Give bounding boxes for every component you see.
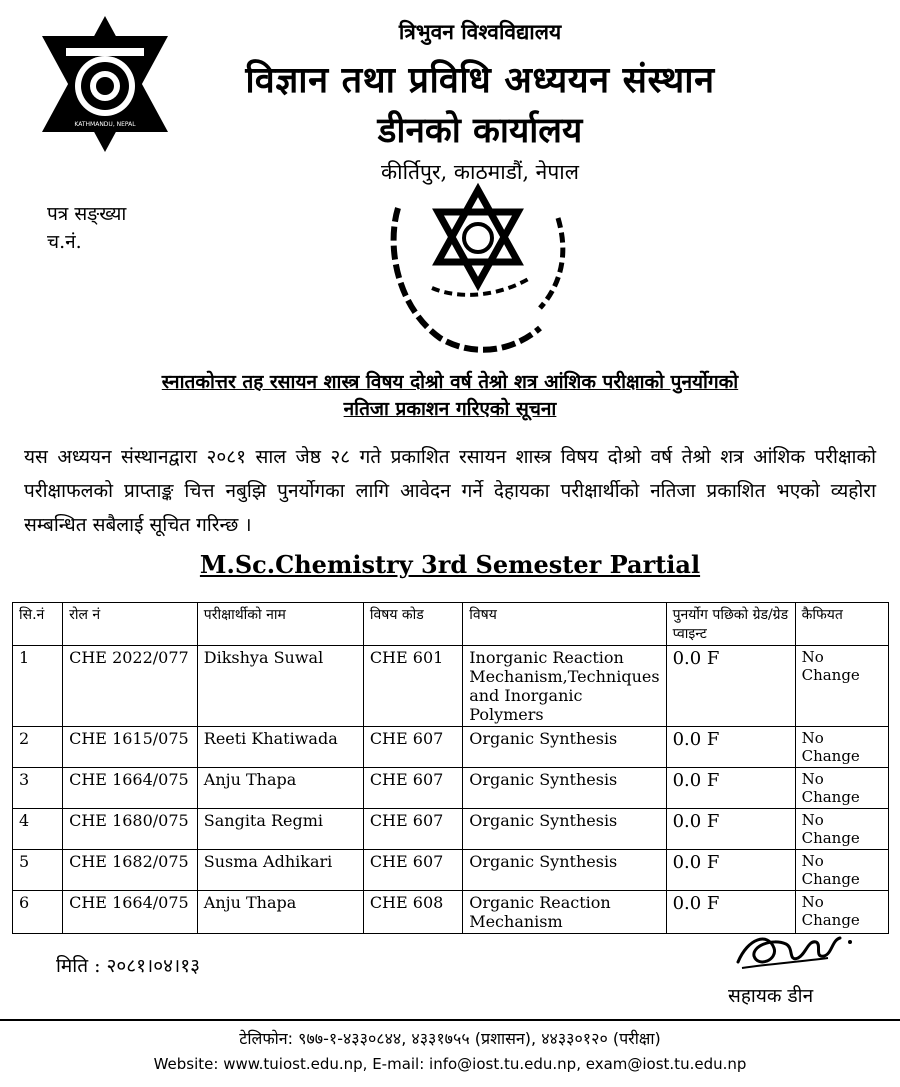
cell-serial: 1 [13,646,63,727]
cell-serial: 2 [13,727,63,768]
cell-grade: 0.0 F [666,646,795,727]
cell-code: CHE 608 [363,891,462,934]
cell-grade: 0.0 F [666,891,795,934]
cell-roll: CHE 2022/077 [63,646,198,727]
cell-roll: CHE 1664/075 [63,768,198,809]
signatory-title: सहायक डीन [728,985,814,1007]
cell-subject: Organic Reaction Mechanism [463,891,666,934]
cell-subject: Organic Synthesis [463,850,666,891]
header-grade: पुनर्योग पछिको ग्रेड/ग्रेड प्वाइन्ट [666,603,795,646]
university-name: त्रिभुवन विश्वविद्यालय [398,19,562,44]
notice-body: यस अध्ययन संस्थानद्वारा २०८१ साल जेष्ठ २८ गते प्रकाशित रसायन शास्त्र विषय दोश्रो वर्ष तेश्रो शत्र आंशिक परीक्षाको परीक्षाफलको प्राप्ताङ्क चित्त नबुझि पुनर्योगका लागि आवेदन गर्ने देहायका परीक्षार्थीको नतिजा प्रकाशित भएको व्यहोरा सम्बन्धित सबैलाई सूचित गरिन्छ । [24,446,876,536]
cell-code: CHE 607 [363,809,462,850]
cell-roll: CHE 1664/075 [63,891,198,934]
cell-subject: Inorganic Reaction Mechanism,Techniques and Inorganic Polymers [463,646,666,727]
cell-grade: 0.0 F [666,768,795,809]
cell-serial: 3 [13,768,63,809]
dispatch-number-label: च.नं. [47,231,82,253]
table-row [13,727,889,768]
footer-website: Website: www.tuiost.edu.np, E-mail: info@iost.tu.edu.np, exam@iost.tu.edu.np [153,1055,747,1073]
footer-divider [0,1019,900,1021]
table-header-row [13,603,889,646]
footer-phone: टेलिफोन: ९७७-१-४३३०८४४, ४३३१७५५ (प्रशासन), ४४३३०१२० (परीक्षा) [239,1029,661,1048]
institute-name: विज्ञान तथा प्रविधि अध्ययन संस्थान [245,59,715,101]
cell-serial: 5 [13,850,63,891]
cell-remarks: No Change [795,891,888,934]
ref-number-label: पत्र सङ्ख्या [47,203,127,225]
cell-grade: 0.0 F [666,727,795,768]
header-serial: सि.नं [13,603,63,646]
cell-roll: CHE 1682/075 [63,850,198,891]
cell-subject: Organic Synthesis [463,727,666,768]
official-stamp [380,178,576,364]
notice-title [60,369,840,423]
cell-code: CHE 607 [363,727,462,768]
office-address: कीर्तिपुर, काठमाडौं, नेपाल [381,160,579,184]
notice-title-line1: स्नातकोत्तर तह रसायन शास्त्र विषय दोश्रो वर्ष तेश्रो शत्र आंशिक परीक्षाको पुनर्योगको [161,371,739,393]
cell-name: Dikshya Suwal [197,646,363,727]
signature [728,918,860,976]
header-roll: रोल नं [63,603,198,646]
issue-date: मिति : २०८१।०४।१३ [56,955,200,977]
cell-serial: 4 [13,809,63,850]
header-subject: विषय [463,603,666,646]
header-name: परीक्षार्थीको नाम [197,603,363,646]
table-row [13,850,889,891]
cell-name: Anju Thapa [197,768,363,809]
cell-roll: CHE 1615/075 [63,727,198,768]
cell-roll: CHE 1680/075 [63,809,198,850]
notice-title-line2: नतिजा प्रकाशन गरिएको सूचना [343,398,557,420]
cell-name: Sangita Regmi [197,809,363,850]
table-row [13,809,889,850]
office-name: डीनको कार्यालय [377,110,583,151]
cell-name: Susma Adhikari [197,850,363,891]
cell-code: CHE 601 [363,646,462,727]
cell-code: CHE 607 [363,850,462,891]
results-table [12,602,889,934]
cell-remarks: No Change [795,768,888,809]
cell-grade: 0.0 F [666,809,795,850]
cell-serial: 6 [13,891,63,934]
header-code: विषय कोड [363,603,462,646]
table-title: M.Sc.Chemistry 3rd Semester Partial [199,550,701,579]
cell-subject: Organic Synthesis [463,809,666,850]
header-remarks: कैफियत [795,603,888,646]
cell-remarks: No Change [795,727,888,768]
cell-grade: 0.0 F [666,850,795,891]
cell-name: Anju Thapa [197,891,363,934]
cell-remarks: No Change [795,809,888,850]
cell-subject: Organic Synthesis [463,768,666,809]
cell-remarks: No Change [795,646,888,727]
table-row [13,768,889,809]
cell-code: CHE 607 [363,768,462,809]
logo-lower-text: KATHMANDU, NEPAL [74,121,136,128]
cell-name: Reeti Khatiwada [197,727,363,768]
university-logo [38,14,172,154]
table-row [13,646,889,727]
cell-remarks: No Change [795,850,888,891]
